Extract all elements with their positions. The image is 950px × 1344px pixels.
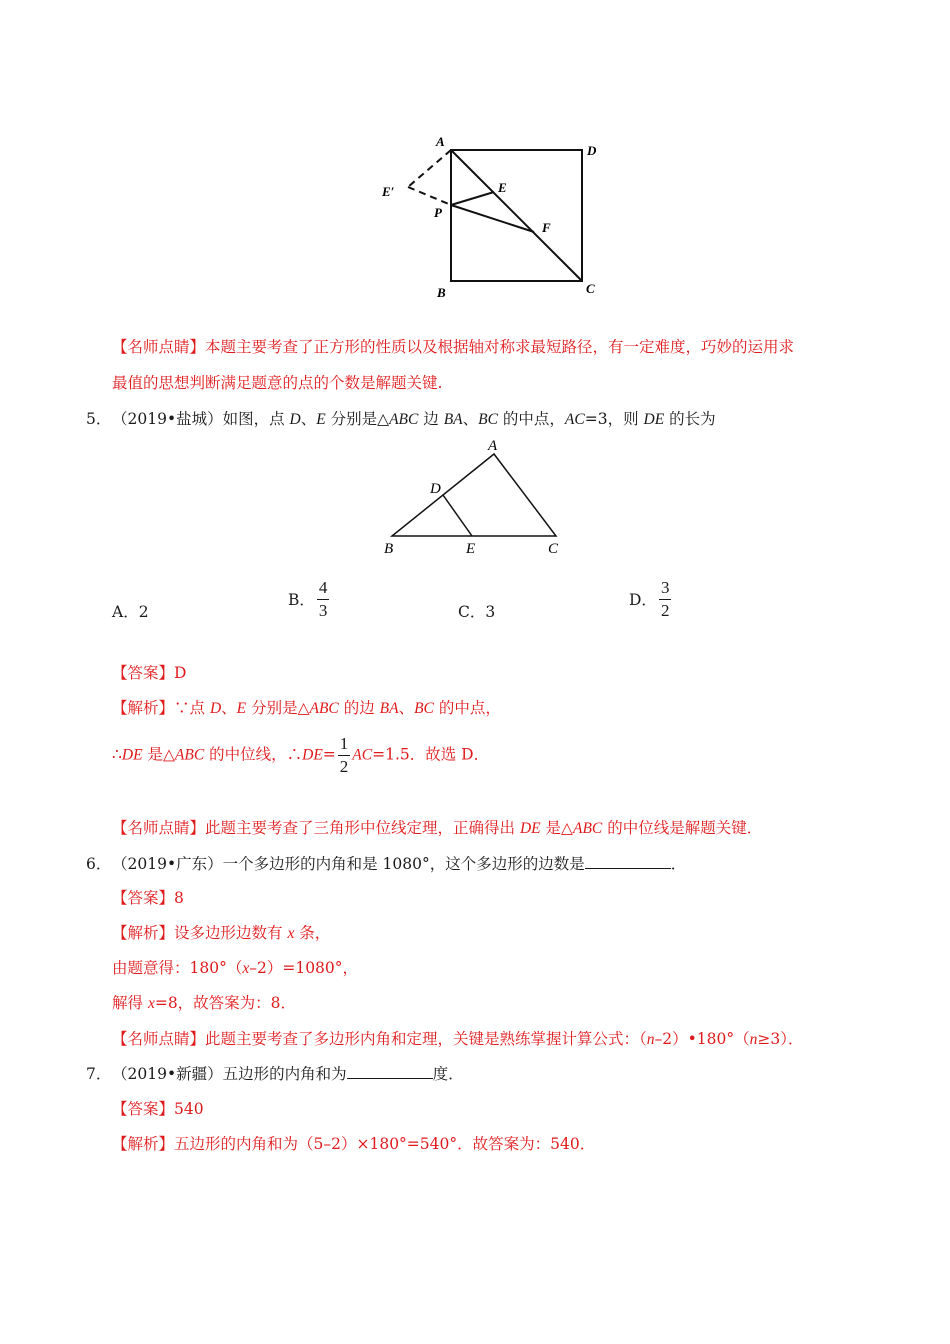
text: ∵点 xyxy=(174,699,210,717)
q7-answer xyxy=(112,1098,204,1120)
label-b: B xyxy=(384,541,394,557)
q6-number: 6． xyxy=(86,855,112,873)
var: ABC xyxy=(174,746,205,764)
text: 是△ xyxy=(540,819,573,837)
segment-pf xyxy=(451,205,534,232)
analysis-tag: 【解析】 xyxy=(112,699,175,717)
q5-analysis-line2 xyxy=(112,733,489,778)
var: BC xyxy=(414,700,434,717)
fraction-one-half xyxy=(338,733,351,778)
text: 的边 xyxy=(338,699,380,717)
text: 分别是△ xyxy=(325,410,390,428)
fraction xyxy=(659,577,672,622)
q6-analysis-line2 xyxy=(112,957,358,980)
var: AC xyxy=(352,746,373,764)
numerator: 4 xyxy=(317,577,330,600)
q6-tip xyxy=(112,1028,803,1051)
text: 、 xyxy=(221,699,237,717)
label-c: C xyxy=(586,281,595,296)
text: = xyxy=(322,745,336,764)
diagonal-ac xyxy=(451,150,582,281)
option-value: 3 xyxy=(485,603,496,621)
text: 的中位线是解题关键． xyxy=(602,819,763,837)
answer-tag: 【答案】 xyxy=(112,889,175,907)
denominator: 2 xyxy=(339,757,349,776)
text: 分别是△ xyxy=(246,699,310,717)
answer-value: D xyxy=(174,664,187,682)
analysis-tag: 【解析】 xyxy=(112,1135,175,1153)
text: ． xyxy=(670,855,687,873)
denominator: 3 xyxy=(318,601,328,620)
label-p: P xyxy=(434,205,442,220)
q5-tip xyxy=(112,817,762,840)
text: 是△ xyxy=(142,745,175,764)
var: DE xyxy=(519,820,541,837)
label-e: E xyxy=(498,180,507,195)
label-e: E xyxy=(466,541,476,557)
option-label: B． xyxy=(288,590,315,609)
text: （2019•广东）一个多边形的内角和是 1080°，这个多边形的边数是 xyxy=(112,855,585,873)
label-c: C xyxy=(548,541,559,557)
dashed-pe-prime xyxy=(408,187,451,205)
text: =3，则 xyxy=(584,410,644,428)
label-f: F xyxy=(542,220,551,235)
numerator: 3 xyxy=(659,577,672,600)
var: AC xyxy=(564,411,585,428)
triangle-abc xyxy=(392,454,556,536)
answer-blank[interactable] xyxy=(347,1063,433,1079)
answer-tag: 【答案】 xyxy=(112,1100,175,1118)
label-b: B xyxy=(437,285,446,300)
text: 的中点， xyxy=(497,410,565,428)
var: x xyxy=(287,925,295,942)
tip-tag: 【名师点睛】 xyxy=(112,819,206,837)
tip-text: 最值的思想判断满足题意的点的个数是解题关键. xyxy=(112,374,443,392)
dashed-ae-prime xyxy=(408,150,451,187)
text: 、 xyxy=(398,699,415,717)
text: –2）=1080°， xyxy=(249,959,359,977)
text: 度． xyxy=(432,1065,464,1083)
var: BA xyxy=(379,700,399,717)
text: 边 xyxy=(418,410,444,428)
text: 五边形的内角和为（5–2）×180°=540°．故答案为：540． xyxy=(174,1135,596,1153)
q6-stem xyxy=(112,853,686,875)
var: E xyxy=(236,700,247,717)
answer-blank[interactable] xyxy=(585,853,671,869)
label-d: D xyxy=(587,143,597,158)
q6-answer xyxy=(112,887,184,909)
text: ≥3）． xyxy=(757,1030,804,1048)
q6-analysis-line3 xyxy=(112,992,296,1015)
text: 的长为 xyxy=(664,410,716,428)
q4-tip-line1 xyxy=(112,336,794,358)
var: E xyxy=(316,411,326,428)
fraction xyxy=(317,577,330,622)
analysis-tag: 【解析】 xyxy=(112,924,175,942)
var: DE xyxy=(643,411,665,428)
var: ABC xyxy=(389,411,419,428)
triangle-figure xyxy=(378,436,568,560)
numerator: 1 xyxy=(338,733,351,756)
answer-tag: 【答案】 xyxy=(112,664,175,682)
var: ABC xyxy=(572,820,603,837)
q5-number: 5． xyxy=(86,410,112,428)
var: n xyxy=(646,1031,655,1048)
text: 此题主要考查了多边形内角和定理，关键是熟练掌握计算公式：（ xyxy=(205,1030,647,1048)
q5-analysis-line1 xyxy=(112,697,501,720)
segment-pe xyxy=(451,192,494,205)
label-a: A xyxy=(436,134,445,149)
text: 的中点， xyxy=(433,699,501,717)
q5-stem xyxy=(112,408,716,431)
tip-text: 本题主要考查了正方形的性质以及根据轴对称求最短路径，有一定难度，巧妙的运用求 xyxy=(205,338,795,356)
option-value: 2 xyxy=(138,603,149,621)
var: BC xyxy=(478,411,498,428)
q5-answer xyxy=(112,662,186,684)
answer-value: 540 xyxy=(174,1100,204,1118)
text: 、 xyxy=(462,410,479,428)
text: =1.5．故选 D． xyxy=(372,745,490,764)
q7-number: 7． xyxy=(86,1065,112,1083)
q7-stem xyxy=(112,1063,464,1085)
square-figure xyxy=(370,128,610,303)
var: ABC xyxy=(309,700,339,717)
text: 设多边形边数有 xyxy=(174,924,288,942)
option-label: C． xyxy=(458,603,486,621)
option-c[interactable] xyxy=(458,601,495,623)
text: 解得 xyxy=(112,994,148,1012)
denominator: 2 xyxy=(660,601,670,620)
var: x xyxy=(147,995,155,1012)
var: n xyxy=(749,1031,758,1048)
q4-tip-line2 xyxy=(112,372,442,394)
text: –2）•180°（ xyxy=(654,1030,750,1048)
label-a: A xyxy=(488,438,498,454)
answer-value: 8 xyxy=(174,889,184,907)
text: （2019•新疆）五边形的内角和为 xyxy=(112,1065,347,1083)
option-a[interactable] xyxy=(112,601,149,623)
text: 由题意得：180°（ xyxy=(112,959,243,977)
tip-tag: 【名师点睛】 xyxy=(112,1030,206,1048)
text: ∴ xyxy=(112,745,122,764)
text: 条， xyxy=(294,924,331,942)
q6-analysis-line1 xyxy=(112,922,330,945)
text: 的中位线，∴ xyxy=(204,745,303,764)
label-d: D xyxy=(430,481,441,497)
option-d[interactable] xyxy=(629,577,673,622)
q7-analysis xyxy=(112,1133,595,1155)
var: BA xyxy=(443,411,463,428)
text: 、 xyxy=(300,410,317,428)
var: DE xyxy=(121,746,143,764)
var: DE xyxy=(302,746,323,764)
option-b[interactable] xyxy=(288,577,331,622)
label-e-prime: E′ xyxy=(382,184,395,199)
var: D xyxy=(289,411,301,428)
option-label: A． xyxy=(112,603,139,621)
tip-tag: 【名师点睛】 xyxy=(112,338,206,356)
option-label: D． xyxy=(629,590,657,609)
text: 此题主要考查了三角形中位线定理，正确得出 xyxy=(205,819,520,837)
var: x xyxy=(242,960,250,977)
var: D xyxy=(209,700,222,717)
segment-de xyxy=(443,495,472,536)
text: =8，故答案为：8． xyxy=(154,994,297,1012)
text: （2019•盐城）如图，点 xyxy=(112,410,290,428)
